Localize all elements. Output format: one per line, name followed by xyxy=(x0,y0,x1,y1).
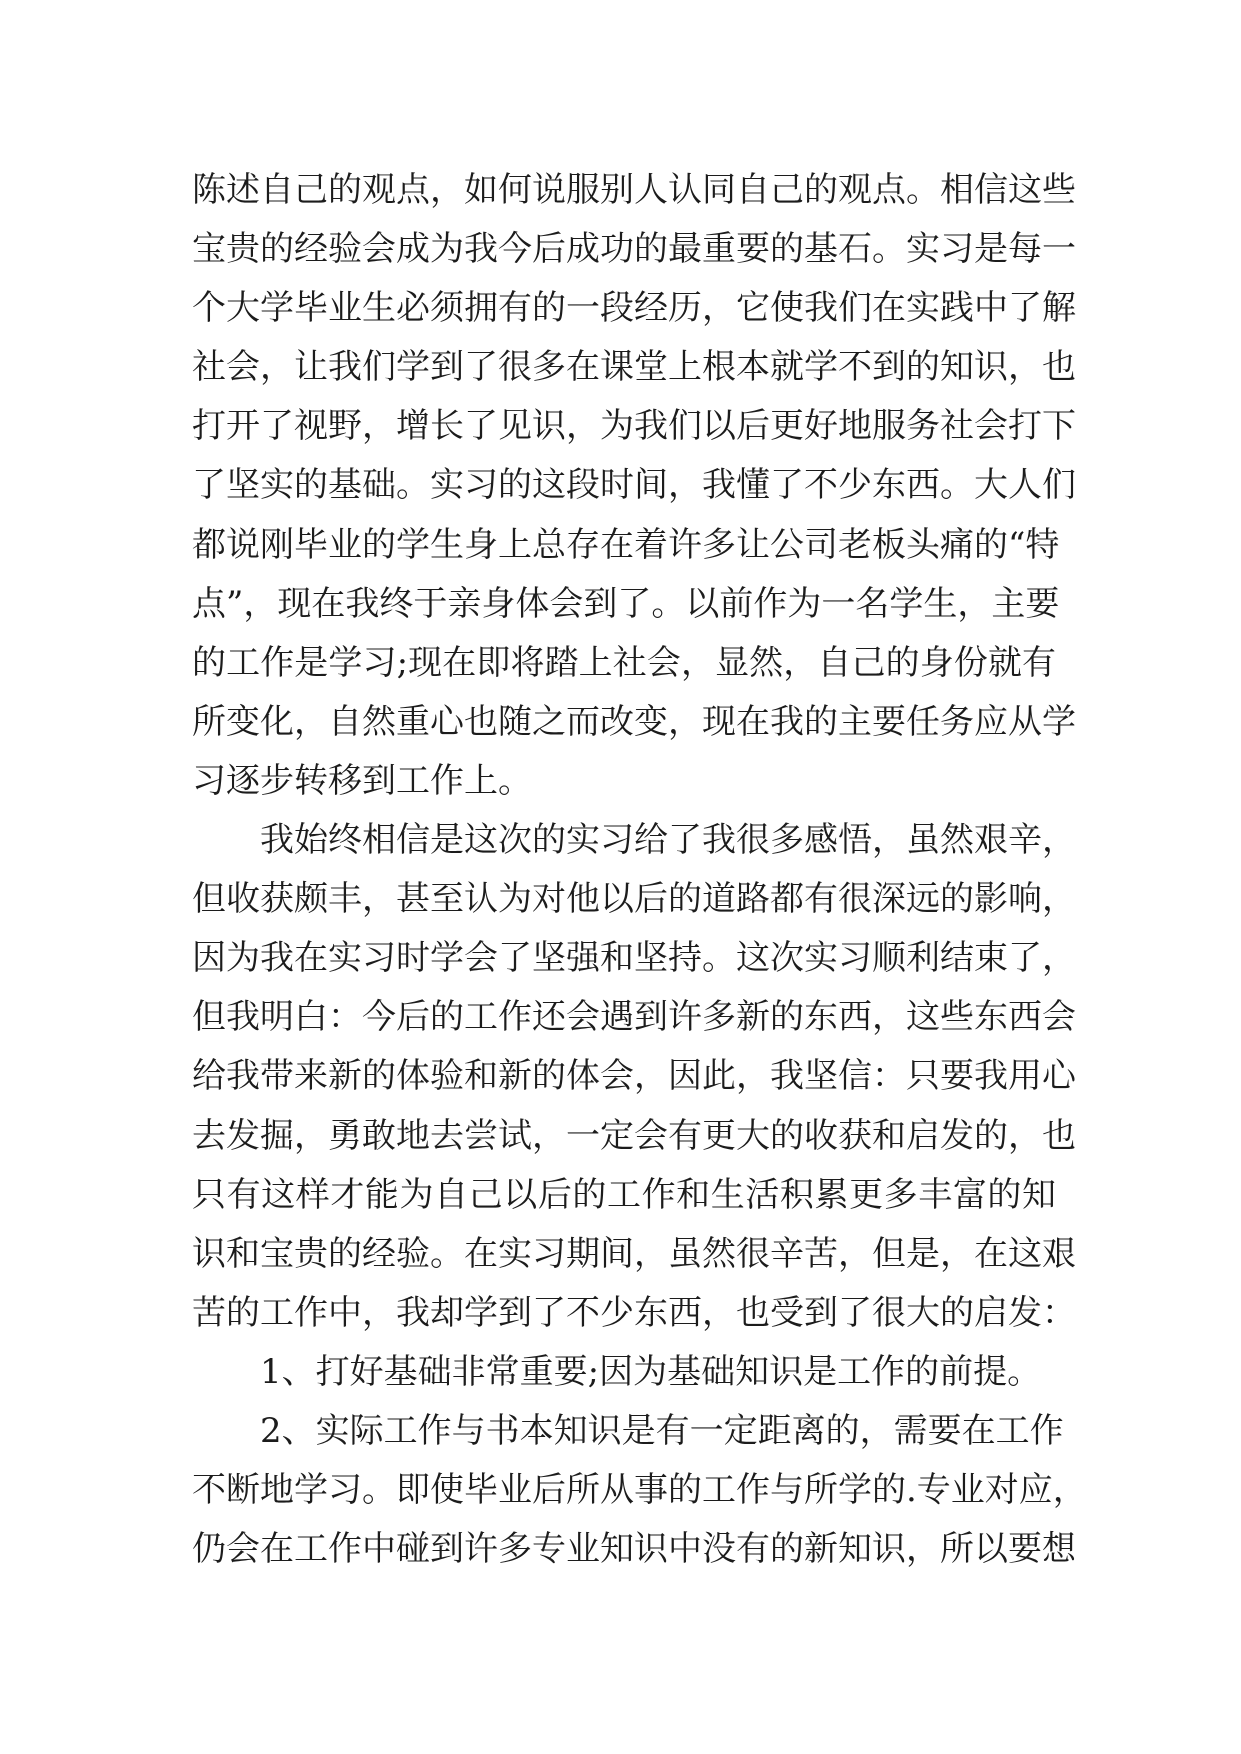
text-line: 但我明白：今后的工作还会遇到许多新的东西，这些东西会 xyxy=(192,997,1076,1038)
document-body xyxy=(192,161,1087,1579)
text-line: 2、实际工作与书本知识是有一定距离的，需要在工作 xyxy=(260,1410,1064,1451)
text-line: 陈述自己的观点，如何说服别人认同自己的观点。相信这些 xyxy=(192,170,1076,210)
text-line: 的工作是学习;现在即将踏上社会，显然，自己的身份就有 xyxy=(192,642,1056,683)
text-line: 都说刚毕业的学生身上总存在着许多让公司老板头痛的“特 xyxy=(192,524,1060,565)
text-line: 习逐步转移到工作上。 xyxy=(192,760,532,801)
list-item xyxy=(192,1402,1087,1579)
text-line: 了坚实的基础。实习的这段时间，我懂了不少东西。大人们 xyxy=(192,465,1076,506)
text-line: 个大学毕业生必须拥有的一段经历，它使我们在实践中了解 xyxy=(192,288,1076,329)
paragraph-1 xyxy=(192,161,1076,811)
text-line: 识和宝贵的经验。在实习期间，虽然很辛苦，但是，在这艰 xyxy=(192,1233,1076,1274)
text-line: 宝贵的经验会成为我今后成功的最重要的基石。实习是每一 xyxy=(192,229,1076,270)
paragraph-2 xyxy=(192,811,1076,1343)
text-line: 苦的工作中，我却学到了不少东西，也受到了很大的启发： xyxy=(192,1292,1076,1333)
text-line: 但收获颇丰，甚至认为对他以后的道路都有很深远的影响， xyxy=(192,879,1076,920)
text-line: 社会，让我们学到了很多在课堂上根本就学不到的知识，也 xyxy=(192,347,1076,388)
text-line: 所变化，自然重心也随之而改变，现在我的主要任务应从学 xyxy=(192,701,1076,742)
text-line: 因为我在实习时学会了坚强和坚持。这次实习顺利结束了， xyxy=(192,938,1076,979)
text-line: 只有这样才能为自己以后的工作和生活积累更多丰富的知 xyxy=(192,1174,1056,1215)
text-line: 仍会在工作中碰到许多专业知识中没有的新知识，所以要想 xyxy=(192,1529,1076,1570)
text-line: 不断地学习。即使毕业后所从事的工作与所学的.专业对应， xyxy=(192,1470,1087,1511)
text-line: 去发掘，勇敢地去尝试，一定会有更大的收获和启发的，也 xyxy=(192,1115,1076,1156)
text-line: 给我带来新的体验和新的体会，因此，我坚信：只要我用心 xyxy=(192,1056,1076,1097)
text-line: 点”，现在我终于亲身体会到了。以前作为一名学生，主要 xyxy=(192,583,1060,624)
text-line: 打开了视野，增长了见识，为我们以后更好地服务社会打下 xyxy=(192,406,1076,447)
text-line: 我始终相信是这次的实习给了我很多感悟，虽然艰辛， xyxy=(260,820,1076,861)
text-line: 1、打好基础非常重要;因为基础知识是工作的前提。 xyxy=(260,1351,1042,1392)
list-item xyxy=(192,1343,1056,1402)
